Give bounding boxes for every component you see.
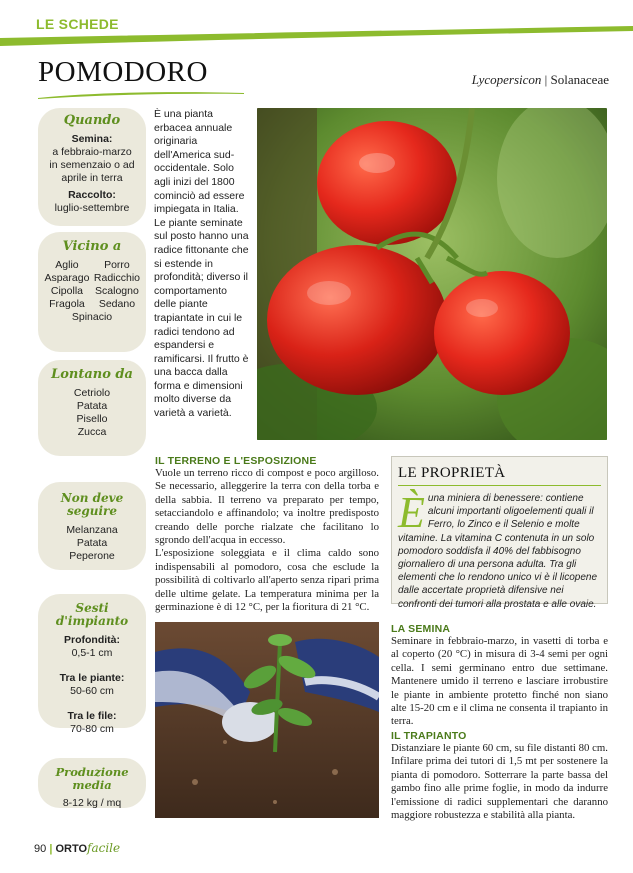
list-item: Zucca <box>77 426 107 438</box>
list-item: Cetriolo <box>73 387 111 399</box>
brand-facile: facile <box>87 841 121 855</box>
proprieta-box <box>391 456 608 610</box>
semina-label: Semina: <box>71 133 113 145</box>
card-non-seguire <box>38 482 146 570</box>
list-item: Patata <box>76 537 108 549</box>
brand-orto: ORTO <box>55 843 88 855</box>
page-footer <box>34 841 120 855</box>
trapianto-section <box>391 730 608 822</box>
card-title-quando: Quando <box>63 113 121 128</box>
raccolto-value: luglio-settembre <box>54 202 130 214</box>
semina-section <box>391 623 608 729</box>
trapianto-heading: IL TRAPIANTO <box>391 730 467 742</box>
produzione-value: 8-12 kg / mq <box>62 797 122 809</box>
profondita-value: 0,5-1 cm <box>71 647 113 659</box>
planting-photo <box>155 622 379 818</box>
list-item: Pisello <box>76 413 108 425</box>
raccolto-label: Raccolto: <box>68 189 116 201</box>
page-number: 90 <box>34 843 47 855</box>
card-title-lontano: Lontano da <box>51 367 133 382</box>
card-quando <box>38 108 146 226</box>
piante-label: Tra le piante: <box>59 672 125 684</box>
card-lontano <box>38 360 146 456</box>
list-item: Aglio <box>55 259 79 271</box>
vicino-list <box>44 259 140 311</box>
terreno-paragraph-1: Vuole un terreno ricco di compost e poco argilloso. Se necessario, alleggerire la terra con della torba e della sabbia. Il terreno va preparato per tempo, setacciandolo e affinandolo; va inoltre predisposto creando delle porche rialzate che facilitano lo sgrondo dell'acqua in eccesso. <box>155 467 379 547</box>
trapianto-text: Distanziare le piante 60 cm, su file distanti 80 cm. Infilare prima dei tutori di 1,5 mt per sostenere la pianta di pomodoro. Sotterrare la parte bassa del gambo fino alle prime foglie, in modo da indurre l'emissione di radici supplementari che daranno maggiore robustezza e stabilità alla pianta. <box>391 742 608 822</box>
proprieta-body: una miniera di benessere: contiene alcuni importanti oligoelementi quali il Ferro, lo Zinco e il Selenio e molte vitamine. La vitamina C contenuta in un solo pomodoro soddisfa il 40% del fabbisogno giornaliero di una persona adulta. Tra gli elementi che lo rendono unico vi è il licopene dalle accertate proprietà difensive nei confronti dei tumori alla prostata e alle ovaie. <box>398 493 598 610</box>
list-item: Scalogno <box>95 285 139 297</box>
section-label: LE SCHEDE <box>36 16 119 32</box>
card-produzione <box>38 758 146 808</box>
proprieta-title: LE PROPRIETÀ <box>398 465 506 481</box>
list-item: Melanzana <box>66 524 118 536</box>
terreno-heading: IL TERRENO E L'ESPOSIZIONE <box>155 455 317 467</box>
page-title: POMODORO <box>38 56 208 88</box>
list-item: Cipolla <box>50 285 83 297</box>
file-value: 70-80 cm <box>70 723 114 735</box>
terreno-paragraph-2: L'esposizione soleggiata e il clima caldo sono indispensabili al pomodoro, cosa che esclude la possibilità di coltivarlo all'aperto senza ripari prima delle ultime gelate. La temperatura minima per la germinazione è di 12 °C, per la fioritura di 21 °C. <box>155 547 379 614</box>
title-underline <box>36 90 246 100</box>
genus-name: Lycopersicon <box>471 72 542 87</box>
card-title-produzione: Produzione media <box>55 765 129 792</box>
card-sesti <box>38 594 146 735</box>
family-name: Solanaceae <box>550 72 609 87</box>
card-title-non-seguire: Non deve seguire <box>60 491 124 518</box>
tomato-photo <box>257 108 607 440</box>
file-label: Tra le file: <box>67 710 117 722</box>
latin-separator: | <box>544 72 548 87</box>
latin-name <box>472 72 609 88</box>
semina-text: Seminare in febbraio-marzo, in vasetti di torba e al coperto (20 °C) in misura di 3-4 semi per ogni cella. I semi germinano entro due settimane. Mantenere umido il terreno e lasciare irrobustire le piante in ambiente protetto finché non siano alte 15-20 cm e il clima ne consenta il trapianto in terra. <box>391 635 608 728</box>
list-item: Porro <box>104 259 130 271</box>
semina-heading: LA SEMINA <box>391 623 451 635</box>
list-item: Radicchio <box>93 272 140 284</box>
intro-text: È una pianta erbacea annuale originaria dell'America sud-occidentale. Solo agli inizi del 1800 cominciò ad essere impiegata in Italia. Le piante seminate sul posto hanno una radice fittonante che si estende in profondità; diverso il comportamento delle piante trapiantate in cui le radici tendono ad espandersi e ramificarsi. Il frutto è una bacca dalla forma e dimensioni molto diverse da varietà a varietà. <box>154 108 249 420</box>
terreno-section <box>155 455 379 614</box>
list-item: Spinacio <box>71 311 113 323</box>
list-item: Sedano <box>98 298 136 310</box>
profondita-label: Profondità: <box>64 634 120 646</box>
semina-value: a febbraio-marzo in semenzaio o ad aprile in terra <box>49 146 135 184</box>
list-item: Peperone <box>69 550 115 562</box>
piante-value: 50-60 cm <box>70 685 114 697</box>
list-item: Patata <box>76 400 108 412</box>
proprieta-text <box>398 488 601 611</box>
footer-separator: | <box>49 843 53 855</box>
list-item: Asparago <box>44 272 90 284</box>
proprieta-dropcap: È <box>398 488 425 537</box>
card-title-vicino: Vicino a <box>62 239 122 254</box>
list-item: Fragola <box>49 298 85 310</box>
card-vicino <box>38 232 146 352</box>
card-title-sesti: Sesti d'impianto <box>55 601 129 628</box>
